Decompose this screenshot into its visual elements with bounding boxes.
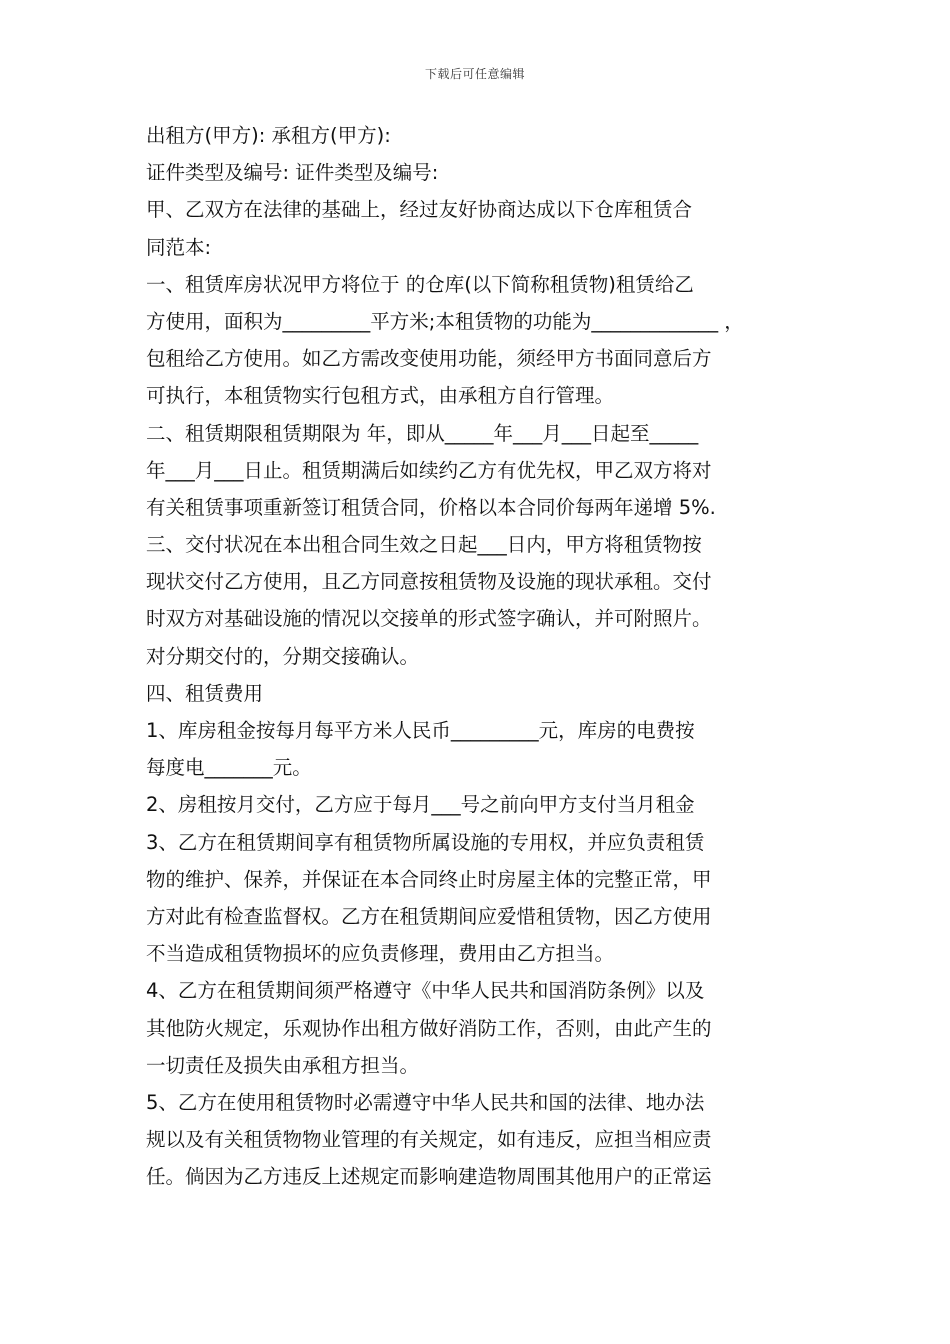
text-line: 四、租赁费用	[146, 681, 264, 705]
text-line: 包租给乙方使用。如乙方需改变使用功能，须经甲方书面同意后方	[146, 347, 712, 371]
text-line: 现状交付乙方使用，且乙方同意按租赁物及设施的现状承租。交付	[146, 570, 712, 594]
text-line: 3、乙方在租赁期间享有租赁物所属设施的专用权，并应负责租赁	[146, 830, 705, 854]
text-line: 2、房租按月交付，乙方应于每月___号之前向甲方支付当月租金	[146, 793, 695, 817]
text-line: 一切责任及损失由承租方担当。	[146, 1053, 420, 1077]
text-line: 每度电_______元。	[146, 756, 312, 780]
page-header: 下载后可任意编辑	[424, 67, 525, 81]
text-line: 同范本:	[146, 235, 212, 259]
text-line: 甲、乙双方在法律的基础上，经过友好协商达成以下仓库租赁合	[146, 198, 693, 222]
text-line: 三、交付状况在本出租合同生效之日起___日内，甲方将租赁物按	[146, 533, 702, 557]
text-line: 不当造成租赁物损坏的应负责修理，费用由乙方担当。	[146, 942, 615, 966]
text-line: 1、库房租金按每月每平方米人民币_________元，库房的电费按	[146, 719, 695, 742]
text-line: 任。倘因为乙方违反上述规定而影响建造物周围其他用户的正常运	[146, 1165, 712, 1189]
text-line: 出租方(甲方): 承租方(甲方):	[146, 124, 391, 147]
text-line: 时双方对基础设施的情况以交接单的形式签字确认，并可附照片。	[146, 607, 712, 631]
text-line: 有关租赁事项重新签订租赁合同，价格以本合同价每两年递增 5%.	[146, 495, 716, 519]
text-line: 可执行，本租赁物实行包租方式，由承租方自行管理。	[146, 384, 615, 408]
document-body	[146, 117, 816, 1195]
text-line: 规以及有关租赁物物业管理的有关规定，如有违反，应担当相应责	[146, 1128, 712, 1152]
text-line: 年___月___日止。租赁期满后如续约乙方有优先权，甲乙双方将对	[146, 458, 712, 482]
text-line: 方对此有检查监督权。乙方在租赁期间应爱惜租赁物，因乙方使用	[146, 904, 712, 928]
text-line: 一、租赁库房状况甲方将位于 的仓库(以下简称租赁物)租赁给乙	[146, 272, 694, 296]
text-line: 证件类型及编号: 证件类型及编号:	[146, 161, 439, 185]
text-line: 5、乙方在使用租赁物时必需遵守中华人民共和国的法律、地办法	[146, 1090, 705, 1114]
text-line: 二、租赁期限租赁期限为 年，即从_____年___月___日起至_____	[146, 421, 699, 445]
text-line: 其他防火规定，乐观协作出租方做好消防工作，否则，由此产生的	[146, 1016, 712, 1040]
text-line: 4、乙方在租赁期间须严格遵守《中华人民共和国消防条例》以及	[146, 979, 705, 1003]
text-line: 方使用，面积为_________平方米;本租赁物的功能为_____________ ，	[146, 309, 744, 333]
text-line: 物的维护、保养，并保证在本合同终止时房屋主体的完整正常，甲	[146, 867, 712, 891]
text-line: 对分期交付的，分期交接确认。	[146, 644, 420, 668]
